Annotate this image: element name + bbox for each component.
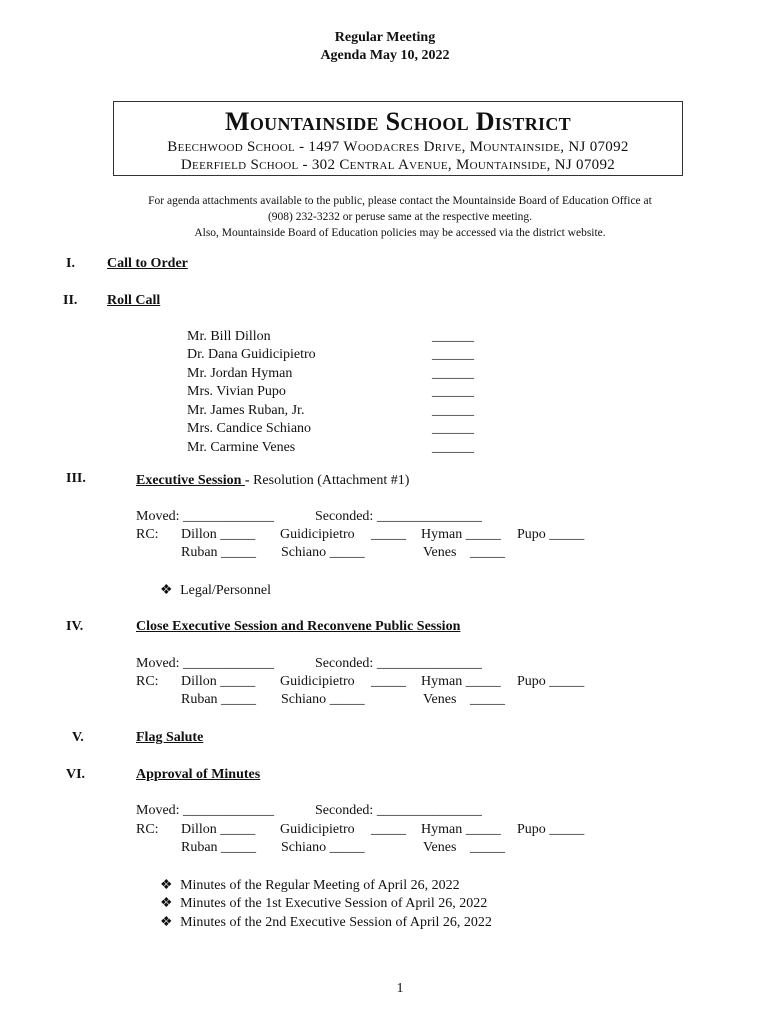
section-number: VI.	[66, 767, 86, 782]
section-suffix-dash: -	[244, 473, 254, 488]
vote-guidicipietro-blank[interactable]: _____	[371, 674, 406, 689]
bullet-list-item: ❖ Minutes of the Regular Meeting of April 26, 2022	[160, 878, 460, 893]
roll-call-blank[interactable]: ______	[432, 329, 474, 344]
section-suffix-text: Resolution (Attachment #1)	[253, 473, 410, 488]
roll-call-member: Mr. James Ruban, Jr.	[187, 403, 305, 418]
notice-line-1: For agenda attachments available to the public, please contact the Mountainside Board of Education Office at	[148, 195, 652, 207]
notice-line-2: (908) 232-3232 or peruse same at the respective meeting.	[267, 211, 533, 223]
section-number: III.	[66, 471, 86, 486]
school-beechwood-address: Beechwood School - 1497 Woodacres Drive, Mountainside, NJ 07092	[167, 139, 629, 155]
vote-ruban[interactable]: Ruban _____	[181, 840, 257, 855]
vote-dillon[interactable]: Dillon _____	[181, 822, 256, 837]
vote-ruban[interactable]: Ruban _____	[181, 545, 257, 560]
page-number: 1	[396, 981, 404, 996]
roll-call-blank[interactable]: ______	[432, 440, 474, 455]
vote-guidicipietro-blank[interactable]: _____	[371, 527, 406, 542]
vote-pupo[interactable]: Pupo _____	[517, 822, 585, 837]
roll-call-member: Mr. Jordan Hyman	[187, 366, 293, 381]
section-title-approval-of-minutes: Approval of Minutes	[136, 767, 261, 782]
vote-venes-blank[interactable]: _____	[470, 692, 505, 707]
vote-hyman[interactable]: Hyman _____	[421, 674, 501, 689]
vote-guidicipietro: Guidicipietro	[280, 674, 355, 689]
district-banner	[113, 101, 683, 176]
vote-guidicipietro: Guidicipietro	[280, 527, 355, 542]
school-deerfield-address: Deerfield School - 302 Central Avenue, Mountainside, NJ 07092	[180, 157, 616, 173]
vote-dillon[interactable]: Dillon _____	[181, 674, 256, 689]
seconded-line[interactable]: Seconded: _______________	[315, 803, 482, 818]
rc-label: RC:	[136, 822, 159, 837]
section-title-roll-call: Roll Call	[107, 293, 161, 308]
vote-ruban[interactable]: Ruban _____	[181, 692, 257, 707]
roll-call-member: Mrs. Vivian Pupo	[187, 384, 286, 399]
section-heading-executive-session	[136, 471, 409, 489]
moved-line[interactable]: Moved: _____________	[136, 656, 275, 671]
vote-guidicipietro-blank[interactable]: _____	[371, 822, 406, 837]
vote-dillon[interactable]: Dillon _____	[181, 527, 256, 542]
section-number: V.	[72, 730, 84, 745]
seconded-line[interactable]: Seconded: _______________	[315, 656, 482, 671]
moved-line[interactable]: Moved: _____________	[136, 803, 275, 818]
vote-hyman[interactable]: Hyman _____	[421, 822, 501, 837]
diamond-bullet-icon: ❖	[160, 583, 173, 598]
section-title-close-executive-session: Close Executive Session and Reconvene Public Session	[136, 619, 461, 634]
vote-schiano[interactable]: Schiano _____	[281, 692, 365, 707]
vote-guidicipietro: Guidicipietro	[280, 822, 355, 837]
vote-venes-blank[interactable]: _____	[470, 840, 505, 855]
roll-call-blank[interactable]: ______	[432, 421, 474, 436]
section-number: IV.	[66, 619, 84, 634]
roll-call-blank[interactable]: ______	[432, 384, 474, 399]
vote-pupo[interactable]: Pupo _____	[517, 674, 585, 689]
vote-schiano[interactable]: Schiano _____	[281, 545, 365, 560]
rc-label: RC:	[136, 527, 159, 542]
roll-call-member: Mr. Carmine Venes	[187, 440, 296, 455]
section-title-executive-session: Executive Session	[136, 473, 245, 488]
rc-label: RC:	[136, 674, 159, 689]
moved-line[interactable]: Moved: _____________	[136, 509, 275, 524]
section-title-call-to-order: Call to Order	[107, 256, 188, 271]
diamond-bullet-icon: ❖	[160, 878, 173, 893]
vote-pupo[interactable]: Pupo _____	[517, 527, 585, 542]
meeting-type: Regular Meeting	[334, 30, 436, 45]
bullet-list-item: ❖ Legal/Personnel	[160, 583, 272, 598]
agenda-date: Agenda May 10, 2022	[320, 48, 450, 63]
roll-call-member: Mrs. Candice Schiano	[187, 421, 312, 436]
vote-venes: Venes	[423, 840, 457, 855]
district-name: Mountainside School District	[225, 107, 571, 136]
vote-venes-blank[interactable]: _____	[470, 545, 505, 560]
vote-venes: Venes	[423, 692, 457, 707]
vote-hyman[interactable]: Hyman _____	[421, 527, 501, 542]
roll-call-member: Dr. Dana Guidicipietro	[187, 347, 316, 362]
bullet-list-item: ❖ Minutes of the 2nd Executive Session of April 26, 2022	[160, 915, 492, 930]
seconded-line[interactable]: Seconded: _______________	[315, 509, 482, 524]
diamond-bullet-icon: ❖	[160, 915, 173, 930]
notice-line-3: Also, Mountainside Board of Education policies may be accessed via the district website.	[194, 227, 606, 239]
bullet-list-item: ❖ Minutes of the 1st Executive Session of April 26, 2022	[160, 896, 488, 911]
vote-schiano[interactable]: Schiano _____	[281, 840, 365, 855]
section-number: I.	[66, 256, 75, 271]
roll-call-member: Mr. Bill Dillon	[187, 329, 271, 344]
section-title-flag-salute: Flag Salute	[136, 730, 204, 745]
diamond-bullet-icon: ❖	[160, 896, 173, 911]
roll-call-blank[interactable]: ______	[432, 366, 474, 381]
section-number: II.	[63, 293, 78, 308]
vote-venes: Venes	[423, 545, 457, 560]
roll-call-blank[interactable]: ______	[432, 347, 474, 362]
roll-call-blank[interactable]: ______	[432, 403, 474, 418]
